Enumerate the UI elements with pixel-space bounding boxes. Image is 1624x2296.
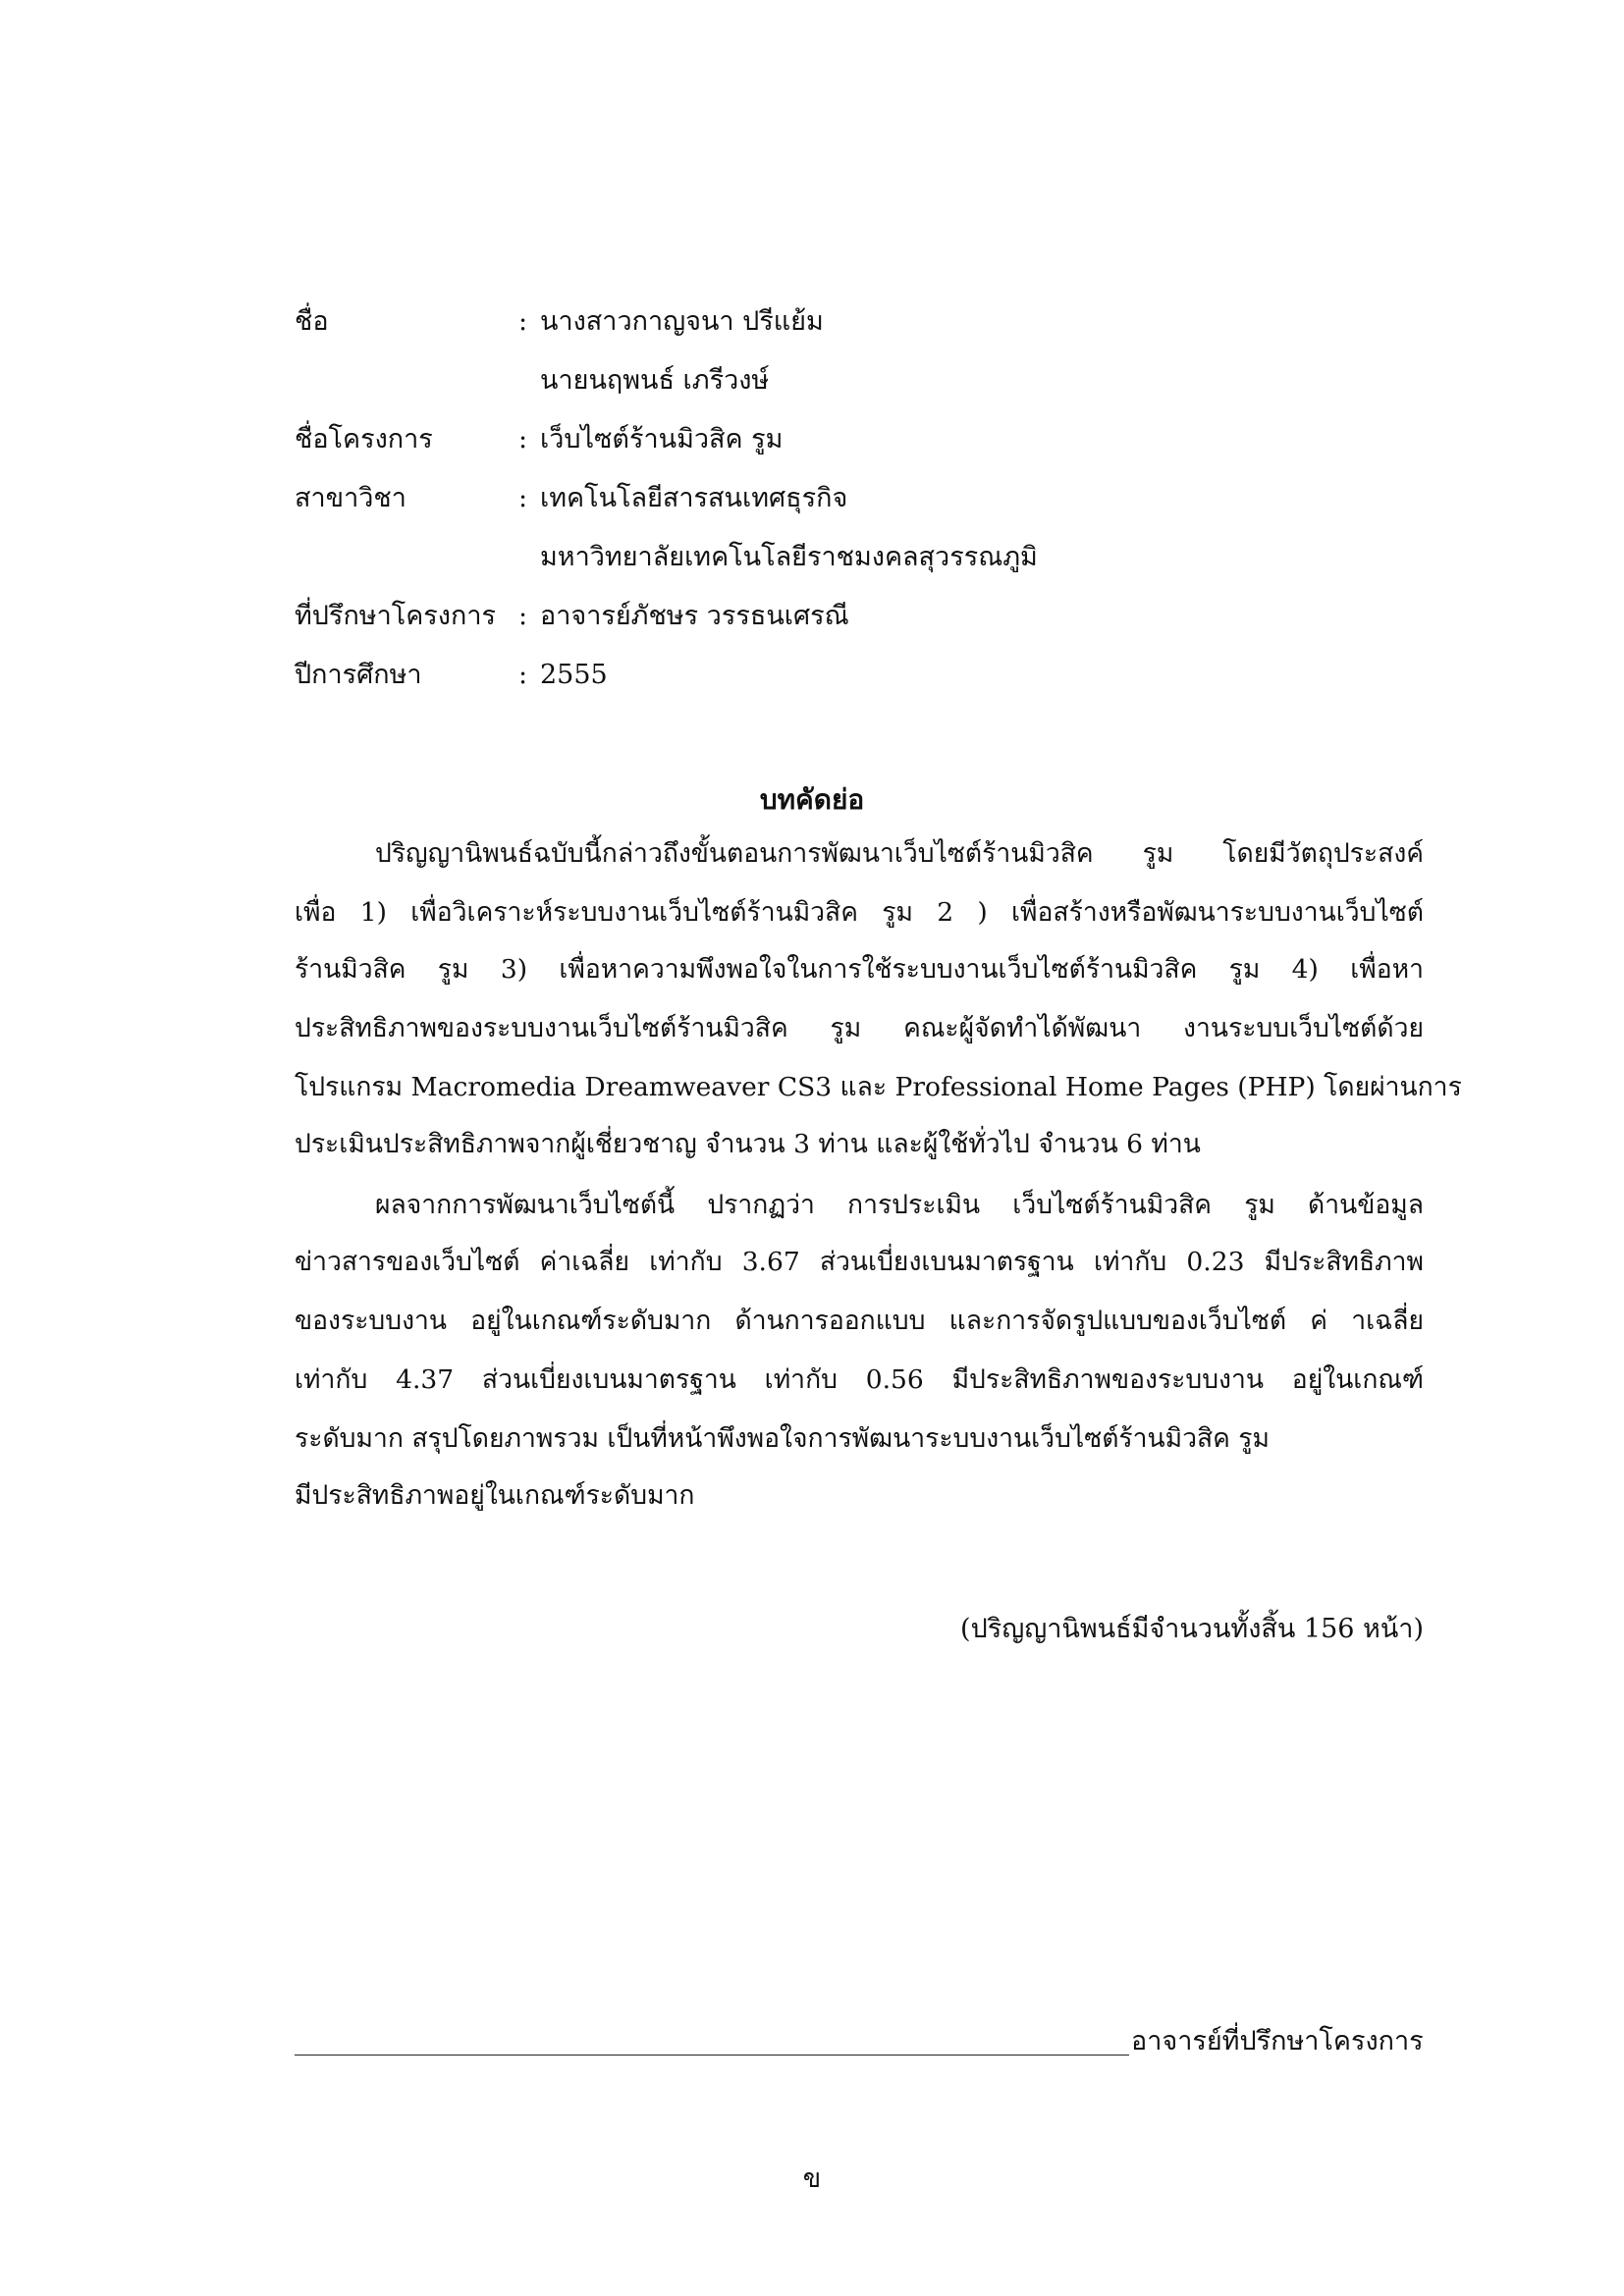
paragraph2-line: ระดับมาก สรุปโดยภาพรวม เป็นที่หน้าพึงพอใจการพัฒนาระบบงานเว็บไซต์ร้านมิวสิค รูม — [295, 1423, 1271, 1454]
paragraph1-line: เพื่อ 1) เพื่อวิเคราะห์ระบบงานเว็บไซต์ร้านมิวสิค รูม 2 ) เพื่อสร้างหรือพัฒนาระบบงานเว็บไซต์ — [295, 897, 1424, 928]
paragraph2-line: ผลจากการพัฒนาเว็บไซต์นี้ ปรากฏว่า การประเมิน เว็บไซต์ร้านมิวสิค รูม ด้านข้อมูล — [375, 1190, 1424, 1220]
major-value-1: เทคโนโลยีสารสนเทศธุรกิจ — [540, 483, 848, 513]
paragraph1-line: โปรแกรม Macromedia Dreamweaver CS3 และ Professional Home Pages (PHP) โดยผ่านการ — [295, 1072, 1462, 1102]
major-value-2: มหาวิทยาลัยเทคโนโลยีราชมงคลสุวรรณภูมิ — [540, 542, 1038, 572]
project-label: ชื่อโครงการ — [295, 424, 433, 454]
year-colon: : — [518, 660, 528, 690]
paragraph1-line: ประสิทธิภาพของระบบงานเว็บไซต์ร้านมิวสิค รูม คณะผู้จัดทำได้พัฒนา งานระบบเว็บไซต์ด้วย — [295, 1013, 1424, 1043]
major-label: สาขาวิชา — [295, 483, 406, 513]
year-label: ปีการศึกษา — [295, 660, 422, 690]
page-count-note: (ปริญญานิพนธ์มีจำนวนทั้งสิ้น 156 หน้า) — [960, 1614, 1424, 1644]
advisor-label: ที่ปรึกษาโครงการ — [295, 601, 497, 631]
paragraph2-line: ของระบบงาน อยู่ในเกณฑ์ระดับมาก ด้านการออกแบบ และการจัดรูปแบบของเว็บไซต์ ค่ าเฉลี่ย — [295, 1306, 1424, 1336]
paragraph2-line: เท่ากับ 4.37 ส่วนเบี่ยงเบนมาตรฐาน เท่ากับ 0.56 มีประสิทธิภาพของระบบงาน อยู่ในเกณฑ์ — [295, 1364, 1424, 1395]
signature-line — [295, 2055, 1129, 2056]
paragraph1-line: ประเมินประสิทธิภาพจากผู้เชี่ยวชาญ จำนวน 3 ท่าน และผู้ใช้ทั่วไป จำนวน 6 ท่าน — [295, 1129, 1201, 1159]
name-value-1: นางสาวกาญจนา ปรีแย้ม — [540, 306, 824, 337]
paragraph1-line: ปริญญานิพนธ์ฉบับนี้กล่าวถึงขั้นตอนการพัฒนาเว็บไซต์ร้านมิวสิค รูม โดยมีวัตถุประสงค์ — [375, 838, 1424, 869]
page-number: ข — [802, 2163, 822, 2194]
project-value: เว็บไซต์ร้านมิวสิค รูม — [540, 424, 784, 454]
paragraph1-line: ร้านมิวสิค รูม 3) เพื่อหาความพึงพอใจในการใช้ระบบงานเว็บไซต์ร้านมิวสิค รูม 4) เพื่อหา — [295, 954, 1424, 985]
signature-label: อาจารย์ที่ปรึกษาโครงการ — [1131, 2026, 1424, 2056]
major-colon: : — [518, 483, 528, 513]
year-value: 2555 — [540, 660, 608, 690]
paragraph2-line: ข่าวสารของเว็บไซต์ ค่าเฉลี่ย เท่ากับ 3.67 ส่วนเบี่ยงเบนมาตรฐาน เท่ากับ 0.23 มีประสิทธิภาพ — [295, 1247, 1424, 1277]
name-value-2: นายนฤพนธ์ เภรีวงษ์ — [540, 365, 770, 396]
advisor-value: อาจารย์ภัชษร วรรธนเศรณี — [540, 601, 849, 631]
abstract-title: บทคัดย่อ — [759, 783, 865, 816]
advisor-colon: : — [518, 601, 528, 631]
paragraph2-line: มีประสิทธิภาพอยู่ในเกณฑ์ระดับมาก — [295, 1480, 695, 1511]
name-label: ชื่อ — [295, 306, 329, 337]
name-colon: : — [518, 306, 528, 337]
project-colon: : — [518, 424, 528, 454]
